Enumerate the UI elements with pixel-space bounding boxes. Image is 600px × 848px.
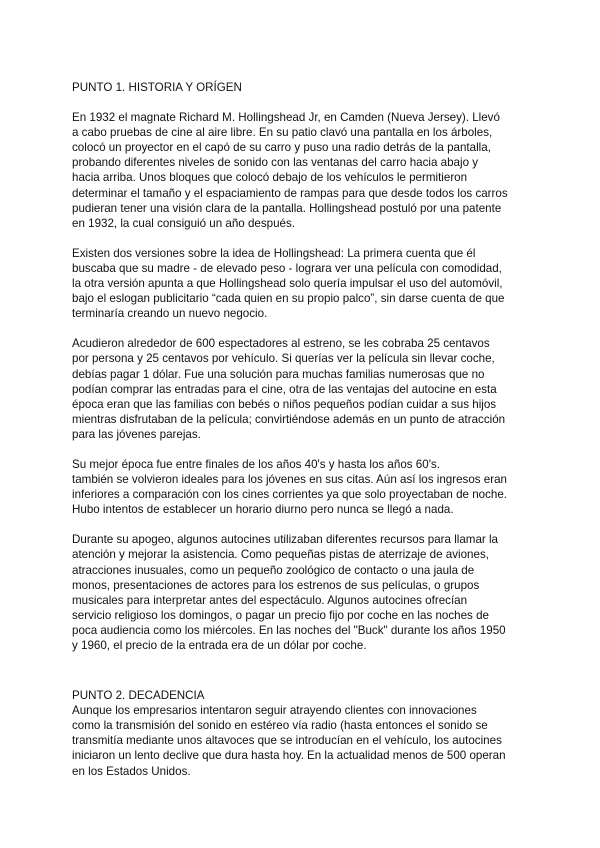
text-line: monos, presentaciones de actores para los estrenos de sus películas, o grupos	[72, 578, 480, 592]
spacer	[72, 653, 532, 688]
text-line: Su mejor época fue entre finales de los años 40's y hasta los años 60's.	[72, 457, 440, 471]
text-line: para las jóvenes parejas.	[72, 427, 201, 441]
spacer	[72, 517, 532, 532]
paragraph-origin	[72, 110, 532, 231]
text-line: En 1932 el magnate Richard M. Hollingshead Jr, en Camden (Nueva Jersey). Llevó	[72, 111, 500, 125]
text-line: atracciones inusuales, como un pequeño zoológico de contacto o una jaula de	[72, 563, 475, 577]
text-line: como la transmisión del sonido en estéreo vía radio (hasta entonces el sonido se	[72, 719, 488, 733]
text-line: hacia arriba. Unos bloques que colocó debajo de los vehículos le permitieron	[72, 171, 468, 185]
spacer	[72, 442, 532, 457]
paragraph-golden-age	[72, 457, 532, 517]
text-line: iniciaron un lento declive que dura hasta hoy. En la actualidad menos de 500 operan	[72, 749, 506, 763]
spacer	[72, 231, 532, 246]
paragraph-apogee	[72, 532, 532, 653]
spacer	[72, 95, 532, 110]
text-line: transmitía mediante unos altavoces que se introducían en el vehículo, los autocines	[72, 734, 502, 748]
text-line: también se volvieron ideales para los jóvenes en sus citas. Aún así los ingresos eran	[72, 473, 508, 487]
text-line: inferiores a comparación con los cines corrientes ya que solo proyectaban de noche.	[72, 488, 508, 502]
text-line: en los Estados Unidos.	[72, 764, 191, 778]
text-line: por persona y 25 centavos por vehículo. Si querías ver la película sin llevar coche,	[72, 352, 495, 366]
text-line: debías pagar 1 dólar. Fue una solución para muchas familias numerosas que no	[72, 367, 485, 381]
text-line: colocó un proyector en el capó de su carro y puso una radio detrás de la pantalla,	[72, 141, 491, 155]
text-line: musicales para interpretar antes del espectáculo. Algunos autocines ofrecían	[72, 593, 468, 607]
text-line: Existen dos versiones sobre la idea de Hollingshead: La primera cuenta que él	[72, 246, 476, 260]
text-line: Acudieron alrededor de 600 espectadores al estreno, se les cobraba 25 centavos	[72, 337, 490, 351]
text-line: probando diferentes niveles de sonido con las ventanas del carro hacia abajo y	[72, 156, 479, 170]
text-line: bajo el eslogan publicitario “cada quien en su propio palco”, sin darse cuenta de que	[72, 292, 505, 306]
text-line: Durante su apogeo, algunos autocines utilizaban diferentes recursos para llamar la	[72, 533, 499, 547]
text-line: buscaba que su madre - de elevado peso - lograra ver una película con comodidad,	[72, 261, 502, 275]
text-line: mientras disfrutaban de la película; convirtiéndose además en un punto de atracción	[72, 412, 506, 426]
text-line: terminaría creando un nuevo negocio.	[72, 307, 268, 321]
section-1-heading: PUNTO 1. HISTORIA Y ORÍGEN	[72, 81, 242, 94]
document-page	[72, 80, 532, 779]
spacer	[72, 321, 532, 336]
text-line: y 1960, el precio de la entrada era de un dólar por coche.	[72, 639, 367, 652]
text-line: Aunque los empresarios intentaron seguir atrayendo clientes con innovaciones	[72, 704, 477, 718]
text-line: la otra versión apunta a que Hollingshead solo quería impulsar el uso del automóvil,	[72, 277, 503, 291]
text-line: en 1932, la cual consiguió un año después.	[72, 216, 296, 230]
paragraph-decline	[72, 703, 532, 778]
text-line: época eran que las familias con bebés o niños pequeños podían cuidar a sus hijos	[72, 397, 497, 411]
section-2-heading: PUNTO 2. DECADENCIA	[72, 689, 205, 703]
text-line: pudieran tener una visión clara de la pantalla. Hollingshead postuló por una patente	[72, 201, 502, 215]
paragraph-premiere	[72, 336, 532, 442]
paragraph-versions	[72, 246, 532, 321]
text-line: podían comprar las entradas para el cine, otra de las ventajas del autocine en esta	[72, 382, 497, 396]
text-line: poca audiencia como los miércoles. En las noches del "Buck" durante los años 1950	[72, 623, 506, 637]
text-line: a cabo pruebas de cine al aire libre. En su patio clavó una pantalla en los árboles,	[72, 126, 493, 140]
text-line: servicio religioso los domingos, o pagar un precio fijo por coche en las noches de	[72, 608, 489, 622]
text-line: atención y mejorar la asistencia. Como pequeñas pistas de aterrizaje de aviones,	[72, 548, 489, 562]
text-line: determinar el tamaño y el espaciamiento de rampas para que desde todos los carros	[72, 186, 508, 200]
text-line: Hubo intentos de establecer un horario diurno pero nunca se llegó a nada.	[72, 503, 454, 517]
